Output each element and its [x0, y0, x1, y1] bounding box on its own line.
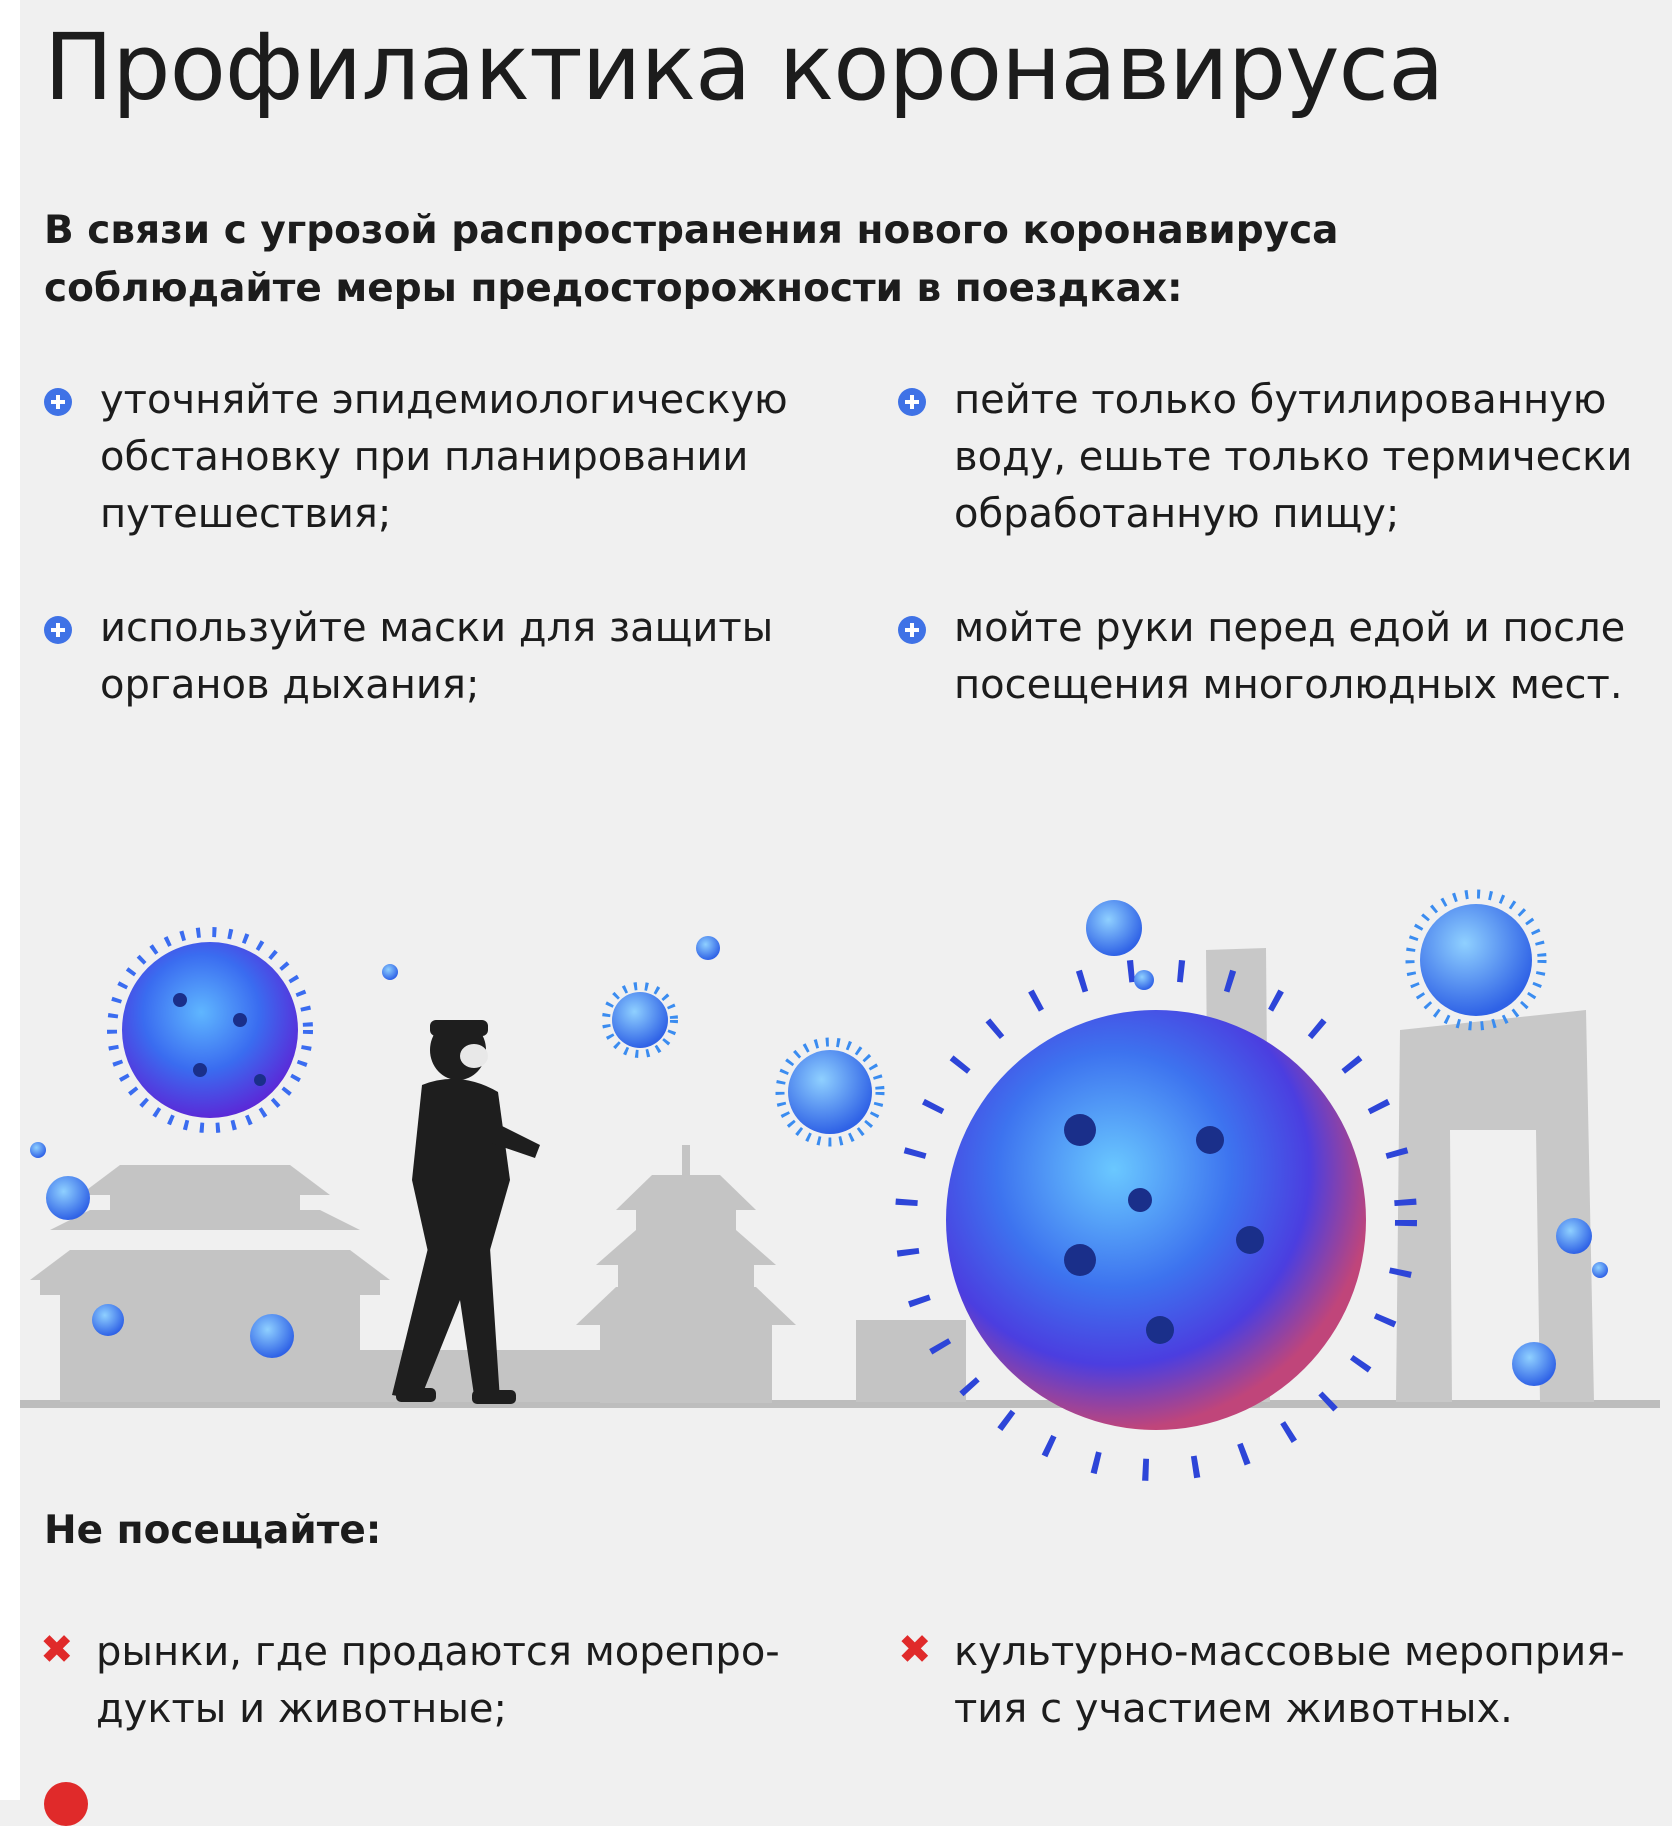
recommendation-text: используйте маски для защиты органов дыхания;	[100, 605, 774, 708]
virus-large-left	[112, 932, 308, 1128]
page-edge-strip	[0, 0, 20, 1800]
virus-small-right	[780, 1042, 880, 1142]
recommendation-text: пейте только бутилированную воду, ешьте только термически обработанную пищу;	[954, 377, 1633, 537]
avoid-heading: Не посещайте:	[44, 1508, 382, 1553]
x-mark-icon: ✖	[40, 1627, 74, 1673]
walking-person	[392, 1020, 540, 1404]
plus-circle-icon	[44, 388, 72, 416]
virus-big	[906, 970, 1406, 1470]
page-title: Профилактика коронавируса	[44, 14, 1444, 121]
intro-text: В связи с угрозой распространения нового коронавируса соблюдайте меры предосторожности в поездках:	[44, 208, 1339, 311]
virus-top-right	[1410, 894, 1542, 1026]
plus-circle-icon	[44, 616, 72, 644]
recommendation-text: уточняйте эпидемиологическую обстановку при планировании путешествия;	[100, 377, 788, 537]
face-mask	[460, 1044, 488, 1068]
recommendation-item	[954, 372, 1644, 543]
recommendation-item	[100, 372, 820, 543]
avoid-item	[898, 1624, 1644, 1738]
recommendation-item	[954, 600, 1644, 714]
avoid-item	[40, 1624, 816, 1738]
recommendation-text: мойте руки перед едой и после посещения многолюдных мест.	[954, 605, 1626, 708]
plus-circle-icon	[898, 388, 926, 416]
virus-small-center	[606, 986, 674, 1054]
warning-icon-partial	[44, 1782, 88, 1826]
plus-circle-icon	[898, 616, 926, 644]
city-skyline-illustration	[20, 880, 1672, 1540]
avoid-text: рынки, где продаются морепро-дукты и животные;	[96, 1629, 780, 1732]
avoid-text: культурно-массовые мероприя-тия с участием животных.	[954, 1629, 1625, 1732]
temple-left	[30, 1165, 700, 1402]
x-mark-icon: ✖	[898, 1627, 932, 1673]
pagoda-center	[576, 1145, 966, 1403]
recommendation-item	[100, 600, 820, 714]
